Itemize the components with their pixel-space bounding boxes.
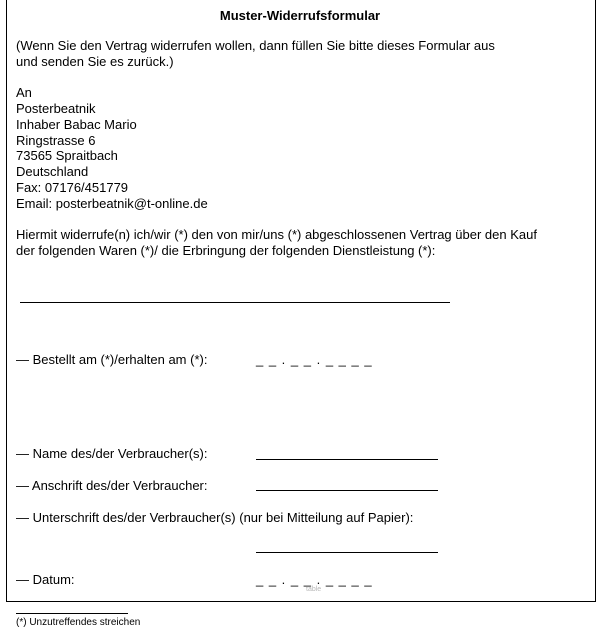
ordered-label: — Bestellt am (*)/erhalten am (*): <box>16 352 208 367</box>
address-line: Posterbeatnik <box>16 101 96 116</box>
footnote-divider <box>16 613 128 614</box>
address-line: An <box>16 85 32 100</box>
watermark: table <box>306 586 322 593</box>
signature-input-line[interactable] <box>256 552 438 553</box>
address-line: Deutschland <box>16 164 89 179</box>
intro-line-2: und senden Sie es zurück.) <box>16 54 174 69</box>
address-line: Ringstrasse 6 <box>16 133 96 148</box>
address-line: Fax: 07176/451779 <box>16 180 129 195</box>
date-field[interactable]: _ _ . _ _ . _ _ _ _ <box>256 572 373 587</box>
address-line: 73565 Spraitbach <box>16 148 118 163</box>
address-label: — Anschrift des/der Verbraucher: <box>16 478 208 493</box>
intro-line-1: (Wenn Sie den Vertrag widerrufen wollen, dann füllen Sie bitte dieses Formular aus <box>16 38 495 53</box>
footnote: (*) Unzutreffendes streichen <box>16 617 141 628</box>
name-input-line[interactable] <box>256 459 438 460</box>
form-title: Muster-Widerrufsformular <box>219 8 381 23</box>
signature-label: — Unterschrift des/der Verbraucher(s) (nur bei Mitteilung auf Papier): <box>16 510 414 525</box>
date-label: — Datum: <box>16 572 75 587</box>
address-input-line[interactable] <box>256 490 438 491</box>
goods-input-line[interactable] <box>20 302 450 303</box>
address-line: Email: posterbeatnik@t-online.de <box>16 196 208 211</box>
name-label: — Name des/der Verbraucher(s): <box>16 446 208 461</box>
address-line: Inhaber Babac Mario <box>16 117 137 132</box>
ordered-date-field[interactable]: _ _ . _ _ . _ _ _ _ <box>256 352 373 367</box>
statement-line-2: der folgenden Waren (*)/ die Erbringung der folgenden Dienstleistung (*): <box>16 243 436 258</box>
statement-line-1: Hiermit widerrufe(n) ich/wir (*) den von mir/uns (*) abgeschlossenen Vertrag über den Kauf <box>16 227 537 242</box>
